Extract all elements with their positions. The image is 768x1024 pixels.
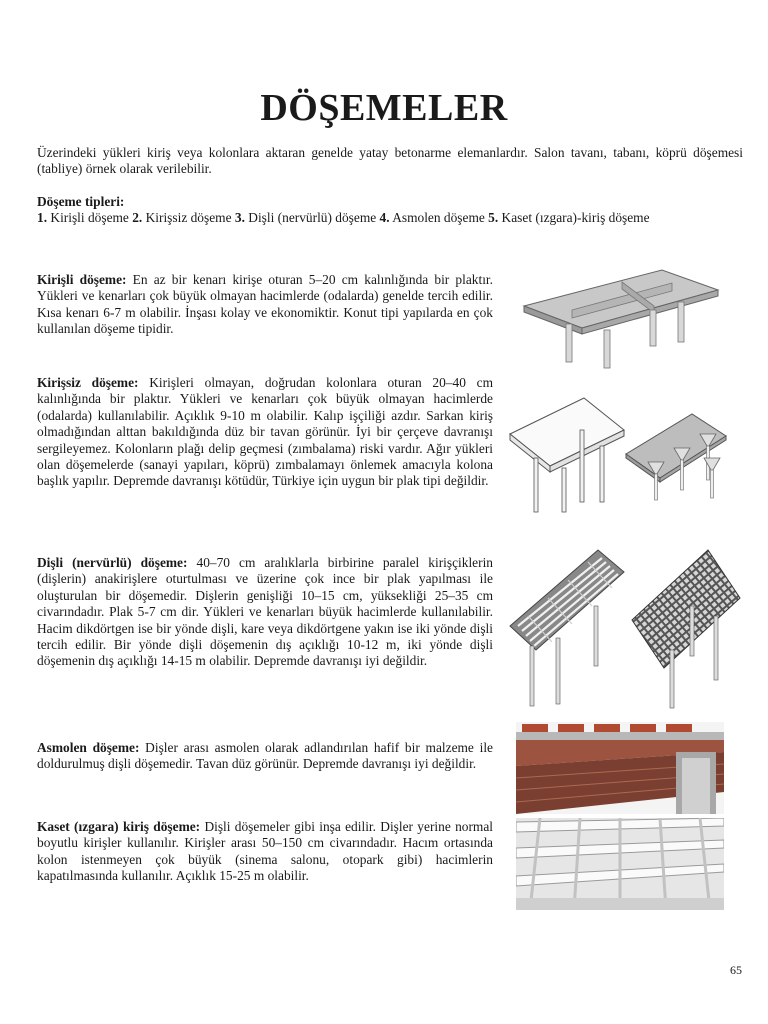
- type-number: 1.: [37, 210, 48, 226]
- section-term: Kaset (ızgara) kiriş döşeme:: [37, 819, 201, 834]
- section-term: Kirişsiz döşeme:: [37, 375, 139, 390]
- section-hollow-block-slab: [37, 740, 493, 773]
- section-text: En az bir kenarı kirişe oturan 5–20 cm kalınlığında bir plaktır. Yükleri ve kenarları çok büyük olmayan hacimlerde (odalarda) genelde tercih edilir. Kısa kenarı 6-7 m olabilir. İnşası kolay ve ekonomiktir. Konut tipi yapılarda en çok kullanılan döşeme tipidir.: [37, 272, 493, 337]
- flat-slab-illustration: [506, 382, 626, 516]
- type-label: Kaset (ızgara)-kiriş döşeme: [498, 210, 650, 226]
- one-way-ribbed-slab-illustration: [508, 546, 626, 712]
- two-way-ribbed-slab-illustration: [630, 546, 742, 712]
- section-text: Kirişleri olmayan, doğrudan kolonlara oturan 20–40 cm kalınlığında bir plaktır. Yükleri ve kenarları çok büyük olmayan hacimlerde (odalarda) kullanılabilir. Açıklık 9-10 m olabilir. Kalıp işçiliği azdır. Sarkan kiriş olmadığından alttan bakıldığında düz bir tavan görünür. İyi bir çerçeve davranışı sergileyemez. Kolonların plağı delip geçmesi (zımbalama) riski vardır. Ağır yükleri olan döşemelerde (sanayi yapıları, köprü) zımbalamayı önlemek amacıyla kolona başlık yapılır. Depremde davranışı kötüdür, Türkiye için uygun bir plak tipi değildir.: [37, 375, 494, 489]
- hollow-block-slab-photo: [516, 722, 724, 814]
- section-text: 40–70 cm aralıklarla birbirine paralel kirişçiklerin (dişlerin) anakirişlere oturtulması ve üzerine çok ince bir plak yapılması ile oluşturulan bir döşemedir. Dişlerin genişliği 10–15 cm, yüksekliği 25–35 cm civarındadır. Plak 5-7 cm dir. Yükleri ve kenarları büyük hacimlerde kullanılabilir. Hacim dikdörtgen ise bir yönde dişli, kare veya dikdörtgene yakın ise iki yönde dişli tercih edilir. Bir yönde dişli döşemenin dış açıklığı 10-12 m, iki yönde dişli döşemenin dış açıklığı 14-15 m olabilir. Depremde davranışı iyi değildir.: [37, 555, 493, 669]
- page-title: DÖŞEMELER: [260, 87, 508, 129]
- page-number: 65: [730, 963, 742, 977]
- type-label: Dişli (nervürlü) döşeme: [244, 210, 380, 226]
- type-number: 2.: [132, 210, 143, 226]
- type-number: 3.: [234, 210, 245, 226]
- beam-slab-illustration: [512, 266, 722, 370]
- section-ribbed-slab: [37, 555, 493, 670]
- section-text: Dişler arası asmolen olarak adlandırılan hafif bir malzeme ile doldurulmuş dişli döşemedir. Tavan düz görünür. Depremde davranışı iyi değildir.: [37, 740, 493, 772]
- slab-types-items: [37, 210, 743, 226]
- type-number: 5.: [488, 210, 499, 226]
- section-waffle-slab: [37, 819, 493, 885]
- section-term: Kirişli döşeme:: [37, 272, 127, 287]
- slab-types-list: [37, 194, 743, 227]
- type-number: 4.: [379, 210, 390, 226]
- section-beam-slab: [37, 272, 493, 338]
- section-text: Dişli döşemeler gibi inşa edilir. Dişler yerine normal boyutlu kirişler kullanılır. Kirişler arası 50–150 cm civarındadır. Hacım ortasında kolon istenmeyen çok büyük (sinema salonu, otopark gibi) hacimlerin kapatılmasında kullanılır. Açıklık 15-25 m olabilir.: [37, 819, 493, 884]
- type-label: Kirişsiz döşeme: [142, 210, 235, 226]
- slab-types-heading: Döşeme tipleri:: [37, 194, 125, 209]
- type-label: Kirişli döşeme: [47, 210, 133, 226]
- waffle-slab-photo: [516, 818, 724, 910]
- flat-slab-with-capitals-illustration: [624, 408, 728, 504]
- section-flat-slab: [37, 375, 493, 490]
- intro-paragraph: Üzerindeki yükleri kiriş veya kolonlara aktaran genelde yatay betonarme elemanlardır. Salon tavanı, tabanı, köprü döşemesi (tabliye) örnek olarak verilebilir.: [37, 145, 743, 177]
- type-label: Asmolen döşeme: [389, 210, 489, 226]
- section-term: Asmolen döşeme:: [37, 740, 140, 755]
- section-term: Dişli (nervürlü) döşeme:: [37, 555, 188, 570]
